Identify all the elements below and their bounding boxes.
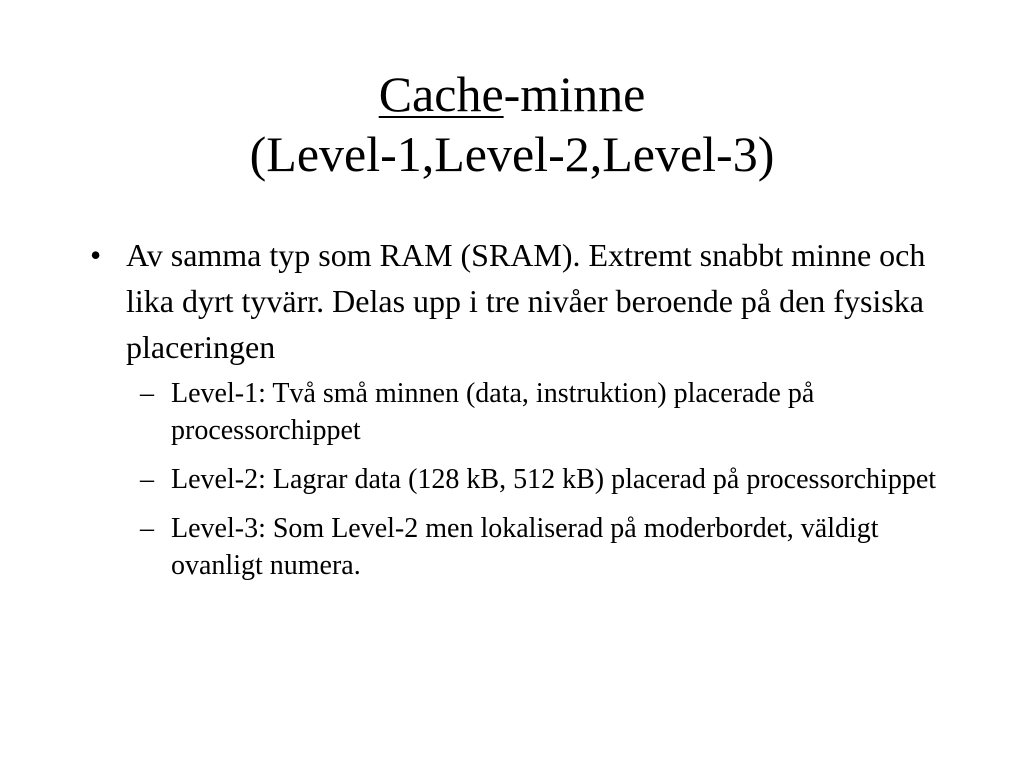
bullet-text: Av samma typ som RAM (SRAM). Extremt snabbt minne och lika dyrt tyvärr. Delas upp i tre nivåer beroende på den fysiska placeringen — [126, 237, 926, 365]
title-underlined-word: Cache — [378, 66, 504, 122]
sub-bullet-text: Level-3: Som Level-2 men lokaliserad på moderbordet, väldigt ovanligt numera. — [171, 513, 879, 581]
bullet-item — [82, 232, 942, 370]
title-line-2: (Level-1,Level-2,Level-3) — [249, 126, 775, 182]
bullet-marker: • — [90, 237, 102, 273]
sub-bullet-list — [82, 375, 942, 584]
sub-bullet-text: Level-2: Lagrar data (128 kB, 512 kB) placerad på processorchippet — [171, 464, 937, 495]
title-line-1 — [0, 64, 1024, 124]
sub-bullet-marker: – — [140, 513, 154, 544]
sub-bullet-marker: – — [140, 464, 154, 495]
title-rest: -minne — [503, 66, 646, 122]
sub-bullet-level-3 — [82, 510, 942, 584]
sub-bullet-marker: – — [140, 378, 154, 409]
slide-title — [0, 64, 1024, 184]
slide-body — [82, 232, 942, 596]
sub-bullet-text: Level-1: Två små minnen (data, instruktion) placerade på processorchippet — [171, 378, 815, 446]
sub-bullet-level-2 — [82, 461, 942, 498]
sub-bullet-level-1 — [82, 375, 942, 449]
